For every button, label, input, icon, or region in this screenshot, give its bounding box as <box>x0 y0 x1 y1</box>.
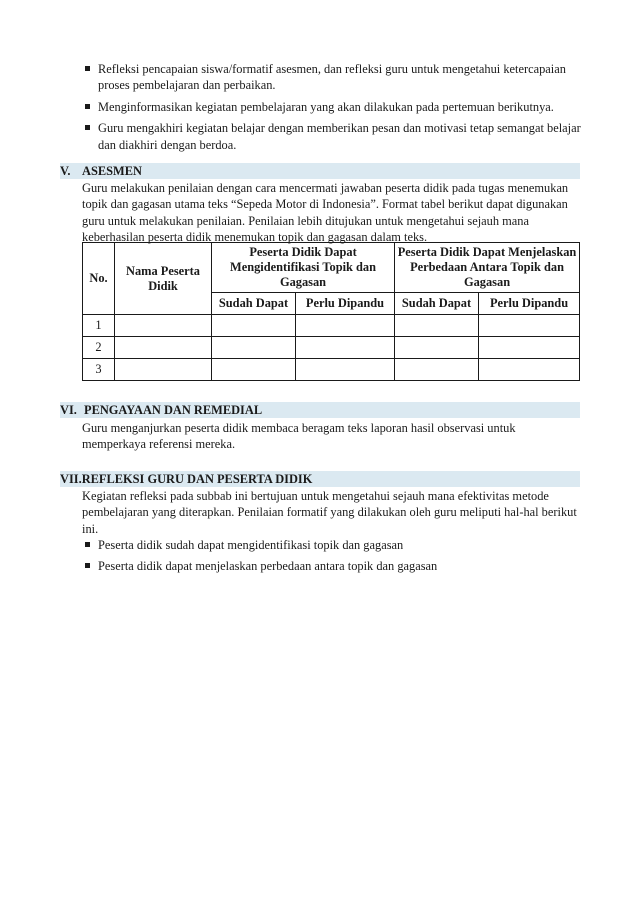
table-cell <box>395 337 479 359</box>
list-item-text: Guru mengakhiri kegiatan belajar dengan memberikan pesan dan motivasi tetap semangat belajar dan diakhiri dengan berdoa. <box>98 121 581 152</box>
table-cell <box>296 315 395 337</box>
table-cell <box>115 359 212 381</box>
column-header-name: Nama Peserta Didik <box>115 243 212 315</box>
table-cell <box>395 359 479 381</box>
list-item <box>82 99 582 115</box>
table-row <box>83 359 580 381</box>
table-cell <box>115 337 212 359</box>
table-header-row <box>83 243 580 293</box>
section-heading-pengayaan <box>60 402 580 418</box>
column-header-no: No. <box>83 243 115 315</box>
list-item <box>82 61 582 94</box>
section-title: ASESMEN <box>82 164 142 178</box>
section-heading-asesmen <box>60 163 580 179</box>
table-cell <box>479 337 580 359</box>
subheader-sudah-dapat: Sudah Dapat <box>395 293 479 315</box>
section-title: PENGAYAAN DAN REMEDIAL <box>84 403 263 417</box>
section-number: VI. <box>60 403 77 417</box>
list-item-text: Peserta didik sudah dapat mengidentifikasi topik dan gagasan <box>98 538 404 552</box>
section-heading-refleksi <box>60 471 580 487</box>
row-number: 2 <box>83 337 115 359</box>
list-item <box>82 537 582 553</box>
subheader-perlu-dipandu: Perlu Dipandu <box>479 293 580 315</box>
square-bullet-icon <box>85 104 90 109</box>
subheader-sudah-dapat: Sudah Dapat <box>212 293 296 315</box>
table-cell <box>212 315 296 337</box>
pengayaan-paragraph: Guru menganjurkan peserta didik membaca beragam teks laporan hasil observasi untuk memperkaya referensi mereka. <box>82 421 516 452</box>
table-cell <box>296 337 395 359</box>
table-cell <box>115 315 212 337</box>
section-number: V. <box>60 164 71 178</box>
table-cell <box>296 359 395 381</box>
list-item <box>82 558 582 574</box>
assessment-table <box>82 242 580 381</box>
square-bullet-icon <box>85 125 90 130</box>
table-cell <box>212 359 296 381</box>
asesmen-paragraph: Guru melakukan penilaian dengan cara mencermati jawaban peserta didik pada tugas menemukan topik dan gagasan utama teks “Sepeda Motor di Indonesia”. Format tabel berikut dapat digunakan guru untuk melakukan penilaian. Penilaian lebih ditujukan untuk mengetahui sejauh mana keberhasilan peserta didik menemukan topik dan gagasan dalam teks. <box>82 181 569 245</box>
column-group-explain: Peserta Didik Dapat Menjelaskan Perbedaan Antara Topik dan Gagasan <box>395 243 580 293</box>
square-bullet-icon <box>85 563 90 568</box>
list-item-text: Menginformasikan kegiatan pembelajaran yang akan dilakukan pada pertemuan berikutnya. <box>98 99 554 114</box>
section-number: VII. <box>60 472 82 486</box>
table-cell <box>212 337 296 359</box>
table-cell <box>479 359 580 381</box>
table-row <box>83 337 580 359</box>
column-group-identify: Peserta Didik Dapat Mengidentifikasi Topik dan Gagasan <box>212 243 395 293</box>
section-title: REFLEKSI GURU DAN PESERTA DIDIK <box>81 472 313 486</box>
table-cell <box>395 315 479 337</box>
table-cell <box>479 315 580 337</box>
subheader-perlu-dipandu: Perlu Dipandu <box>296 293 395 315</box>
square-bullet-icon <box>85 542 90 547</box>
row-number: 1 <box>83 315 115 337</box>
list-item-text: Peserta didik dapat menjelaskan perbedaan antara topik dan gagasan <box>98 559 438 574</box>
refleksi-paragraph: Kegiatan refleksi pada subbab ini bertujuan untuk mengetahui sejauh mana efektivitas metode pembelajaran yang diterapkan. Penilaian formatif yang dilakukan oleh guru meliputi hal-hal berikut ini. <box>82 489 577 536</box>
row-number: 3 <box>83 359 115 381</box>
table-row <box>83 315 580 337</box>
list-item-text: Refleksi pencapaian siswa/formatif asesmen, dan refleksi guru untuk mengetahui ketercapaian proses pembelajaran dan perbaikan. <box>98 62 566 93</box>
formative-assessment-list <box>82 537 582 580</box>
list-item <box>82 120 582 153</box>
square-bullet-icon <box>85 66 90 71</box>
closing-activities-list <box>82 61 582 158</box>
